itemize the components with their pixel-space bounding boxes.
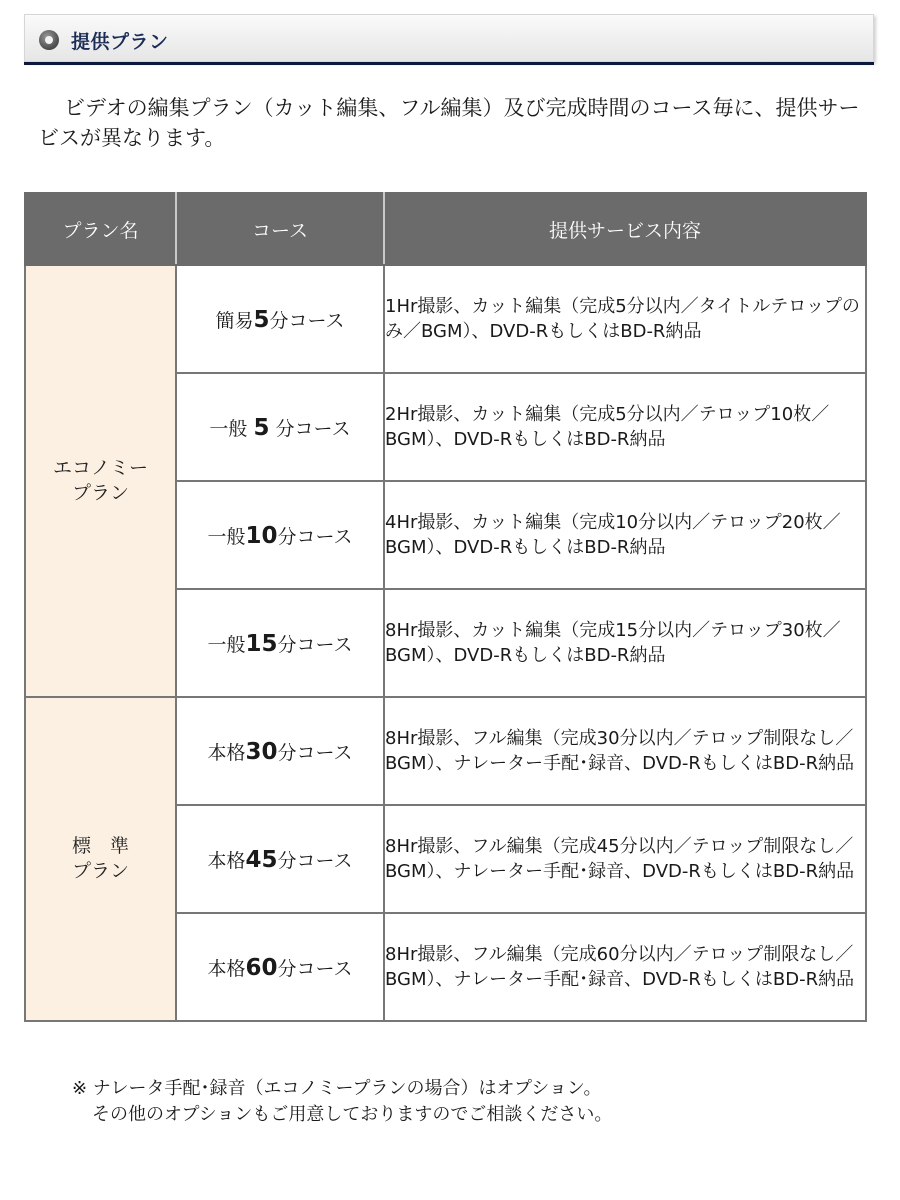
section-title: 提供プラン xyxy=(71,31,169,53)
footnote xyxy=(72,1076,612,1128)
section-header xyxy=(24,14,874,62)
course-prefix: 簡易 xyxy=(215,309,254,332)
course-cell xyxy=(176,805,384,913)
course-minutes: 60 xyxy=(245,954,278,981)
course-prefix: 一般 xyxy=(207,525,246,548)
circle-bullet-icon xyxy=(39,30,59,50)
course-prefix: 一般 xyxy=(209,417,254,440)
footnote-line-1: ※ ナレータ手配･録音（エコノミープランの場合）はオプション。 xyxy=(72,1078,602,1099)
course-suffix: 分コース xyxy=(269,309,345,332)
course-minutes: 5 xyxy=(253,414,270,441)
service-description-cell: 8Hr撮影、カット編集（完成15分以内／テロップ30枚／BGM）、DVD-RもしくはBD-R納品 xyxy=(384,589,866,697)
course-cell xyxy=(176,589,384,697)
course-cell xyxy=(176,697,384,805)
course-suffix: 分コース xyxy=(277,849,353,872)
plan-name-line: 標 準 xyxy=(71,835,129,857)
course-suffix: 分コース xyxy=(269,417,351,440)
course-suffix: 分コース xyxy=(277,525,353,548)
plan-name-line: プラン xyxy=(71,860,129,882)
course-cell xyxy=(176,265,384,373)
course-suffix: 分コース xyxy=(277,633,353,656)
plans-table xyxy=(24,192,867,1022)
service-description-cell: 2Hr撮影、カット編集（完成5分以内／テロップ10枚／BGM）、DVD-RもしくはBD-R納品 xyxy=(384,373,866,481)
header-plan-name: プラン名 xyxy=(25,193,176,265)
table-row xyxy=(25,697,866,805)
course-prefix: 一般 xyxy=(207,633,246,656)
plan-name-line: エコノミー xyxy=(52,457,148,479)
course-cell xyxy=(176,481,384,589)
header-underline xyxy=(24,62,874,65)
table-row xyxy=(25,265,866,373)
course-cell xyxy=(176,913,384,1021)
header-course: コース xyxy=(176,193,384,265)
service-description-cell: 1Hr撮影、カット編集（完成5分以内／タイトルテロップのみ／BGM）、DVD-RもしくはBD-R納品 xyxy=(384,265,866,373)
course-minutes: 10 xyxy=(245,522,278,549)
course-suffix: 分コース xyxy=(277,957,353,980)
service-description-cell: 8Hr撮影、フル編集（完成30分以内／テロップ制限なし／BGM）、ナレーター手配･録音、DVD-RもしくはBD-R納品 xyxy=(384,697,866,805)
course-minutes: 5 xyxy=(253,306,270,333)
service-description-cell: 8Hr撮影、フル編集（完成45分以内／テロップ制限なし／BGM）、ナレーター手配･録音、DVD-RもしくはBD-R納品 xyxy=(384,805,866,913)
intro-paragraph: ビデオの編集プラン（カット編集、フル編集）及び完成時間のコース毎に、提供サービスが異なります。 xyxy=(38,96,860,150)
plan-name-line: プラン xyxy=(71,482,129,504)
course-minutes: 15 xyxy=(245,630,278,657)
plan-name-cell xyxy=(25,697,176,1021)
course-cell xyxy=(176,373,384,481)
course-prefix: 本格 xyxy=(207,741,246,764)
course-minutes: 30 xyxy=(245,738,278,765)
service-description-cell: 4Hr撮影、カット編集（完成10分以内／テロップ20枚／BGM）、DVD-RもしくはBD-R納品 xyxy=(384,481,866,589)
header-service: 提供サービス内容 xyxy=(384,193,866,265)
plan-name-cell xyxy=(25,265,176,697)
course-suffix: 分コース xyxy=(277,741,353,764)
service-description-cell: 8Hr撮影、フル編集（完成60分以内／テロップ制限なし／BGM）、ナレーター手配･録音、DVD-RもしくはBD-R納品 xyxy=(384,913,866,1021)
course-prefix: 本格 xyxy=(207,957,246,980)
footnote-line-2: その他のオプションもご用意しておりますのでご相談ください。 xyxy=(92,1104,613,1125)
course-minutes: 45 xyxy=(245,846,278,873)
course-prefix: 本格 xyxy=(207,849,246,872)
